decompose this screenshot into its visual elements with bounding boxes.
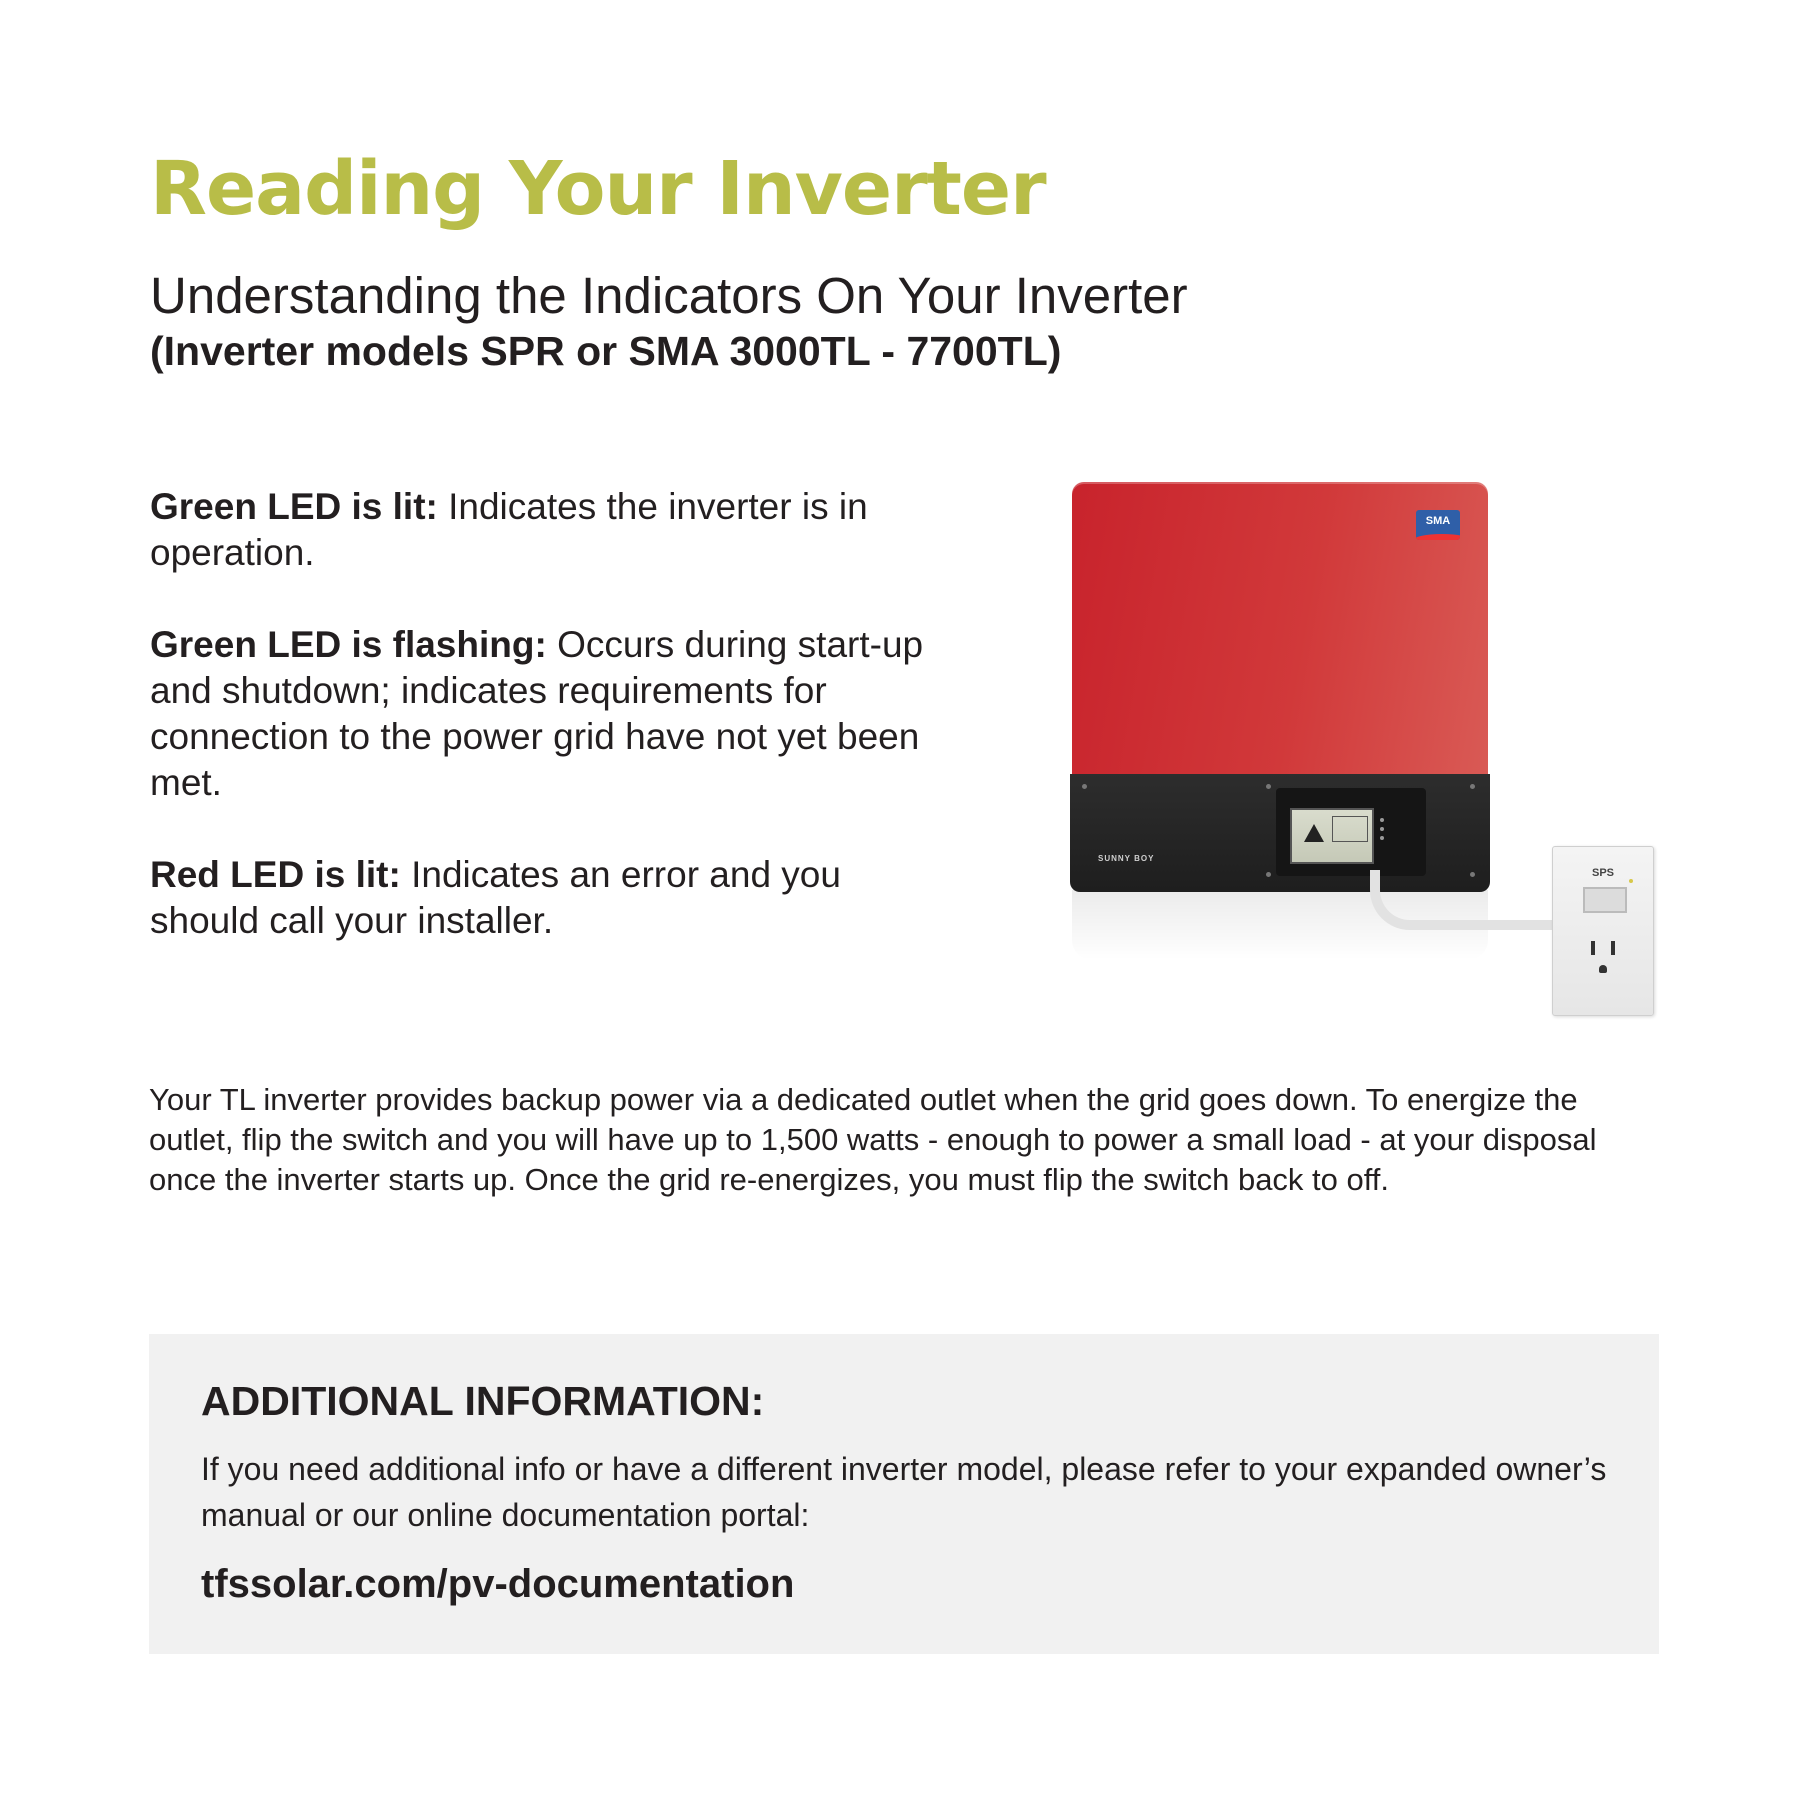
outlet-indicator-light	[1629, 879, 1633, 883]
indicator-label: Red LED is lit:	[150, 854, 401, 895]
inverter-red-housing	[1072, 482, 1488, 774]
indicator-description: Indicates the inverter is in operation.	[150, 486, 868, 573]
indicator-description: Occurs during start-up and shutdown; indicates requirements for connection to the power grid have not yet been met.	[150, 624, 924, 803]
indicator-description: Indicates an error and you should call your installer.	[150, 854, 841, 941]
socket-slot	[1591, 941, 1595, 955]
indicator-green-flashing	[150, 622, 940, 806]
sma-logo	[1416, 510, 1460, 540]
backup-outlet	[1552, 846, 1654, 1016]
indicator-label: Green LED is flashing:	[150, 624, 547, 665]
socket-slot	[1611, 941, 1615, 955]
additional-info-heading: ADDITIONAL INFORMATION:	[201, 1378, 765, 1424]
display-bezel	[1276, 788, 1426, 876]
power-graph-icon	[1304, 824, 1324, 842]
led-icon	[1380, 818, 1384, 822]
screw-icon	[1470, 784, 1475, 789]
outlet-cable	[1370, 870, 1570, 930]
led-indicator-list	[150, 484, 940, 990]
outlet-switch	[1583, 887, 1627, 913]
socket-ground	[1599, 965, 1607, 973]
status-leds	[1380, 818, 1384, 845]
page-subtitle: Understanding the Indicators On Your Inverter	[150, 267, 1188, 324]
led-icon	[1380, 836, 1384, 840]
inverter-illustration	[1060, 470, 1680, 1030]
indicator-green-lit	[150, 484, 940, 576]
brand-label: SUNNY BOY	[1098, 854, 1155, 863]
indicator-label: Green LED is lit:	[150, 486, 438, 527]
additional-info-box	[149, 1334, 1659, 1654]
logo-swoosh	[1416, 534, 1460, 540]
outlet-label: SPS	[1591, 867, 1614, 879]
screw-icon	[1082, 784, 1087, 789]
page-title: Reading Your Inverter	[150, 146, 1046, 232]
readout-box	[1332, 816, 1368, 842]
additional-info-text: If you need additional info or have a different inverter model, please refer to your expanded owner’s manual or our online documentation portal:	[201, 1451, 1607, 1533]
led-icon	[1380, 827, 1384, 831]
lcd-display	[1290, 808, 1374, 864]
screw-icon	[1266, 872, 1271, 877]
backup-power-paragraph: Your TL inverter provides backup power via a dedicated outlet when the grid goes down. To energize the outlet, flip the switch and you will have up to 1,500 watts - enough to power a small load - at your disposal once the inverter starts up. Once the grid re-energizes, you must flip the switch back to off.	[149, 1082, 1597, 1197]
documentation-link[interactable]: tfssolar.com/pv-documentation	[201, 1562, 795, 1606]
outlet-socket-icon	[1579, 935, 1627, 983]
inverter-models-note: (Inverter models SPR or SMA 3000TL - 7700TL)	[150, 328, 1062, 374]
logo-text: SMA	[1425, 515, 1451, 527]
indicator-red-lit	[150, 852, 940, 944]
screw-icon	[1266, 784, 1271, 789]
